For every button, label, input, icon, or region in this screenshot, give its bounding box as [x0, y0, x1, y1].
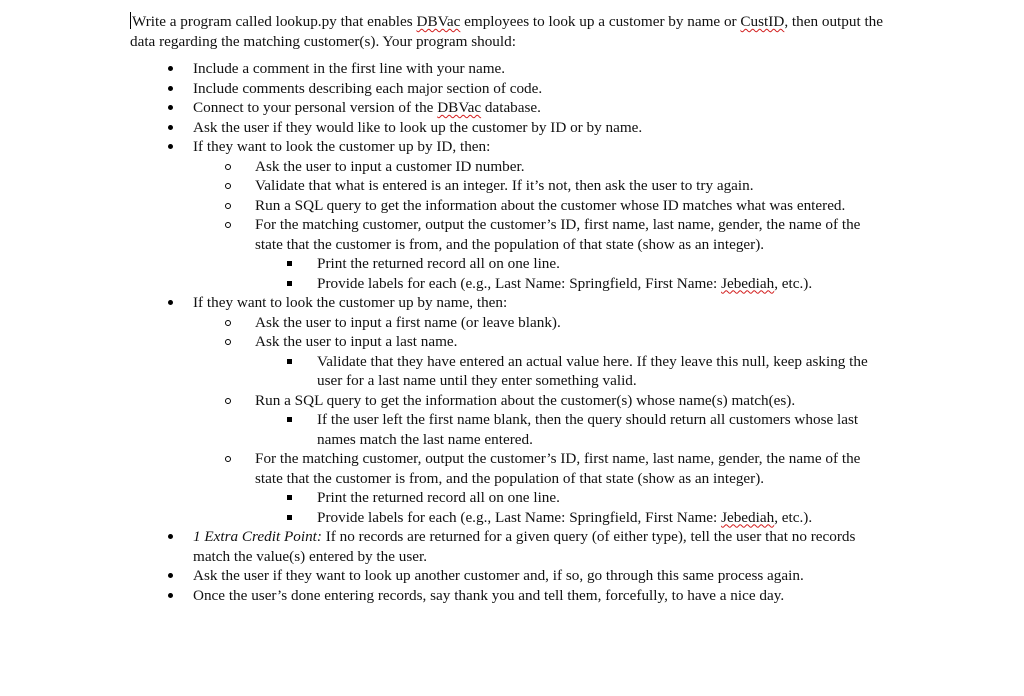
bullet-icon	[168, 66, 173, 71]
sublist-item-text: For the matching customer, output the customer’s ID, first name, last name, gender, the name of the state that the customer is from, and the population of that state (show as an integer).	[255, 216, 861, 253]
list-item-extra-credit	[130, 527, 890, 566]
intro-paragraph	[130, 12, 890, 51]
list-item-text: Once the user’s done entering records, say thank you and tell them, forcefully, to have a nice day.	[193, 586, 785, 604]
sub-sublist-item	[255, 410, 890, 449]
sub-sublist-item-text: Print the returned record all on one line.	[317, 255, 560, 272]
square-bullet-icon	[287, 281, 292, 286]
list-item-thank-you	[130, 586, 890, 606]
sub-sublist	[255, 254, 890, 293]
sub-sublist-item	[255, 488, 890, 508]
sublist-item-text: For the matching customer, output the customer’s ID, first name, last name, gender, the name of the state that the customer is from, and the population of that state (show as an integer).	[255, 450, 861, 487]
sublist-by-name	[193, 313, 890, 528]
list-item-text: If no records are returned for a given query (of either type), tell the user that no records match the value(s) entered by the user.	[193, 528, 856, 565]
list-item-text: Connect to your personal version of the	[193, 99, 438, 116]
sublist-item	[193, 176, 890, 196]
hollow-bullet-icon	[225, 339, 231, 345]
list-item-lookup-by-id	[130, 137, 890, 293]
sub-sublist-item-text: Provide labels for each (e.g., Last Name: Springfield, First Name:	[317, 508, 722, 526]
list-item-lookup-by-name	[130, 293, 890, 527]
text-cursor	[130, 12, 131, 29]
sublist-item	[193, 215, 890, 293]
list-item-text: Ask the user if they would like to look up the customer by ID or by name.	[193, 118, 643, 136]
list-item-comment-name	[130, 59, 890, 79]
sublist-item-text: Ask the user to input a customer ID number.	[255, 157, 525, 175]
sublist-item	[193, 196, 890, 216]
square-bullet-icon	[287, 359, 292, 364]
list-item-text: If they want to look the customer up by name, then:	[193, 294, 508, 311]
bullet-icon	[168, 144, 173, 149]
square-bullet-icon	[287, 417, 292, 422]
sub-sublist-item	[255, 508, 890, 528]
spellcheck-word-custid[interactable]: CustID	[740, 13, 785, 30]
sub-sublist	[255, 352, 890, 391]
sub-sublist-item-text: Provide labels for each (e.g., Last Name: Springfield, First Name:	[317, 274, 722, 292]
sub-sublist-item	[255, 352, 890, 391]
bullet-icon	[168, 105, 173, 110]
bullet-icon	[168, 534, 173, 539]
sublist-item-text: Validate that what is entered is an integer. If it’s not, then ask the user to try again.	[255, 177, 754, 194]
list-item-comment-sections	[130, 79, 890, 99]
document-page	[130, 0, 890, 605]
spellcheck-word-dbvac[interactable]: DBVac	[416, 13, 461, 30]
spellcheck-word-dbvac[interactable]: DBVac	[437, 99, 482, 116]
extra-credit-label: 1 Extra Credit Point:	[193, 528, 322, 545]
sublist-item	[193, 391, 890, 450]
sublist-item-text: Run a SQL query to get the information about the customer whose ID matches what was entered.	[255, 196, 846, 214]
sublist-item-text: Run a SQL query to get the information about the customer(s) whose name(s) match(es).	[255, 391, 796, 409]
sub-sublist	[255, 410, 890, 449]
intro-text-3: , then output the data regarding the matching customer(s). Your program should:	[130, 13, 884, 50]
bullet-icon	[168, 573, 173, 578]
square-bullet-icon	[287, 495, 292, 500]
hollow-bullet-icon	[225, 183, 231, 189]
list-item-ask-id-or-name	[130, 118, 890, 138]
intro-text-2: employees to look up a customer by name or	[460, 13, 741, 30]
hollow-bullet-icon	[225, 222, 231, 228]
hollow-bullet-icon	[225, 203, 231, 209]
sublist-item	[193, 313, 890, 333]
hollow-bullet-icon	[225, 164, 231, 170]
sub-sublist-item-text: If the user left the first name blank, then the query should return all customers whose last names match the last name entered.	[317, 411, 859, 448]
bullet-icon	[168, 125, 173, 130]
sub-sublist	[255, 488, 890, 527]
intro-text-1: Write a program called lookup.py that enables	[132, 13, 417, 30]
sublist-by-id	[193, 157, 890, 294]
sub-sublist-item-text: , etc.).	[774, 508, 813, 526]
sub-sublist-item	[255, 274, 890, 294]
sublist-item	[193, 449, 890, 527]
sublist-item-text: Ask the user to input a first name (or leave blank).	[255, 313, 561, 331]
bullet-icon	[168, 593, 173, 598]
hollow-bullet-icon	[225, 398, 231, 404]
list-item-repeat-lookup	[130, 566, 890, 586]
list-item-text: If they want to look the customer up by ID, then:	[193, 138, 491, 155]
bullet-icon	[168, 86, 173, 91]
spellcheck-word-jebediah[interactable]: Jebediah	[721, 274, 775, 292]
list-item-text: Include comments describing each major section of code.	[193, 79, 543, 97]
bullet-icon	[168, 300, 173, 305]
square-bullet-icon	[287, 261, 292, 266]
spellcheck-word-jebediah[interactable]: Jebediah	[721, 508, 775, 526]
requirements-list	[130, 59, 890, 605]
sub-sublist-item-text: Print the returned record all on one line.	[317, 489, 560, 506]
list-item-connect-db	[130, 98, 890, 118]
sublist-item-text: Ask the user to input a last name.	[255, 333, 458, 350]
sub-sublist-item	[255, 254, 890, 274]
square-bullet-icon	[287, 515, 292, 520]
hollow-bullet-icon	[225, 320, 231, 326]
sublist-item	[193, 332, 890, 391]
list-item-text: Include a comment in the first line with your name.	[193, 60, 506, 77]
sub-sublist-item-text: Validate that they have entered an actual value here. If they leave this null, keep asking the user for a last name until they enter something valid.	[317, 352, 868, 389]
list-item-text: Ask the user if they want to look up another customer and, if so, go through this same process again.	[193, 567, 804, 584]
hollow-bullet-icon	[225, 456, 231, 462]
sublist-item	[193, 157, 890, 177]
list-item-text: database.	[481, 99, 541, 116]
sub-sublist-item-text: , etc.).	[774, 274, 813, 292]
